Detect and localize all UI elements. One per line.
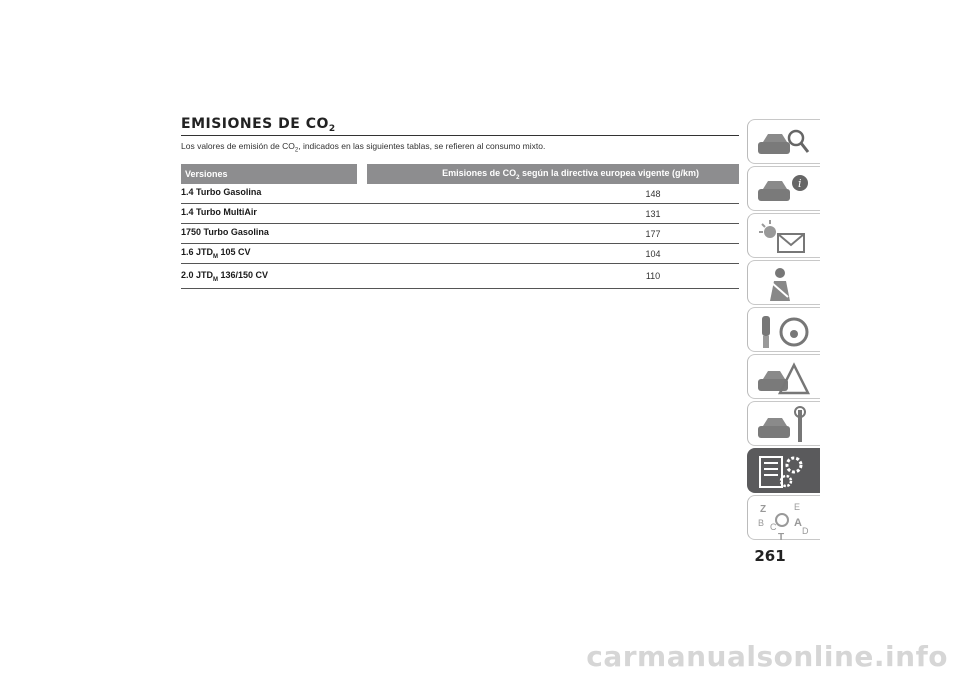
version-cell: 1.4 Turbo Gasolina [181,184,367,204]
svg-text:C: C [770,522,777,532]
emission-value-cell: 148 [367,184,739,204]
svg-text:T: T [778,532,785,540]
emission-value-cell: 177 [367,224,739,244]
chapter-tab-7[interactable] [747,401,820,446]
page-number: 261 [754,547,786,565]
svg-text:D: D [802,526,809,536]
table-row [181,184,739,204]
emission-value-cell: 104 [367,244,739,264]
version-cell: 2.0 $JTD_M$ 136/150 CV [181,264,367,289]
table-row [181,244,739,264]
table-row [181,264,739,289]
chapter-tab-9[interactable] [747,495,820,540]
chapter-sidebar [747,119,820,542]
intro-text: Los valores de emisión de $CO_2$, indicados en las siguientes tablas, se refieren al consumo mixto. [181,141,546,154]
chapter-tab-6[interactable] [747,354,820,399]
header-gap [357,164,367,184]
emission-value-cell: 131 [367,204,739,224]
emissions-table [181,164,739,289]
version-cell: 1.4 Turbo MultiAir [181,204,367,224]
header-versions: Versiones [181,164,357,184]
version-cell: 1.6 $JTD_M$ 105 CV [181,244,367,264]
table-row [181,204,739,224]
emission-value-cell: 110 [367,264,739,289]
svg-text:Z: Z [760,504,767,515]
section-title: EMISIONES DE $CO_2$ [181,116,739,136]
header-emissions: Emisiones de $CO_2$ según la directiva europea vigente (g/km) [367,164,739,184]
chapter-tab-3[interactable] [747,213,820,258]
svg-text:E: E [794,502,801,512]
svg-text:i: i [798,177,802,190]
table-header-row [181,164,739,184]
chapter-tab-4[interactable] [747,260,820,305]
table-row [181,224,739,244]
chapter-tab-2[interactable] [747,166,820,211]
watermark: carmanualsonline.info [586,640,948,673]
chapter-tab-8[interactable] [747,448,820,493]
svg-text:A: A [794,517,802,529]
chapter-tab-5[interactable] [747,307,820,352]
version-cell: 1750 Turbo Gasolina [181,224,367,244]
chapter-tab-1[interactable] [747,119,820,164]
svg-text:B: B [758,518,765,528]
